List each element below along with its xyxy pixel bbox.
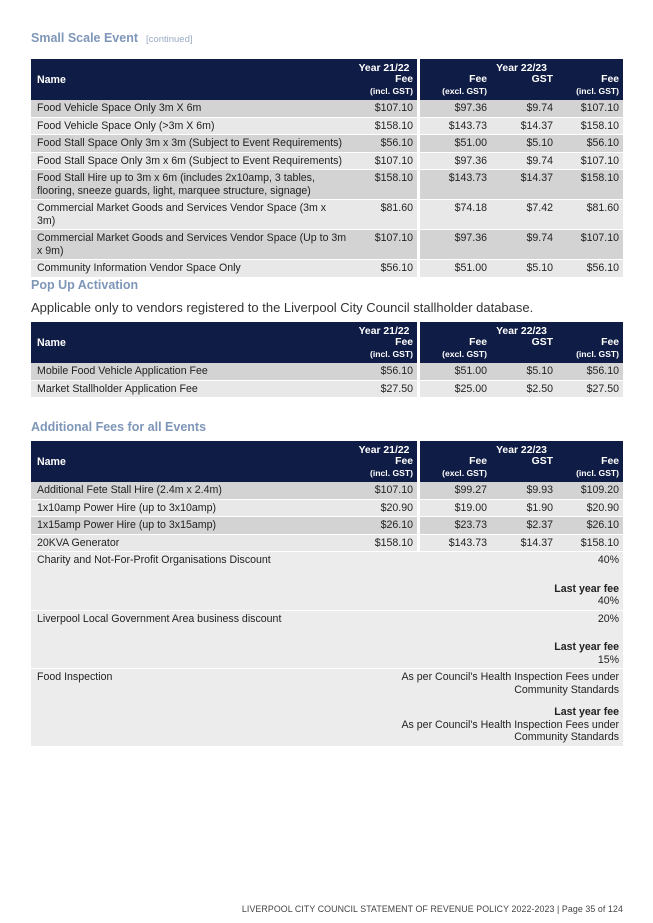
table-row [31,260,623,278]
fee-table-additional-fees [31,441,623,747]
last-year-fee-label: Last year fee [554,641,620,653]
last-year-fee-label: Last year fee [554,706,620,718]
column-header-fee-excl: Fee (excl. GST) [420,456,491,482]
section-title-pop-up-activation: Pop Up Activation [31,278,139,292]
row-name: Food Inspection [31,669,351,747]
fee-2122: $26.10 [351,517,420,535]
table-row [31,170,623,200]
section-intro-text: Applicable only to vendors registered to the Liverpool City Council stallholder database. [31,300,534,315]
column-header-fee-incl-2223: Fee (incl. GST) [557,74,623,100]
table-row [31,482,623,500]
column-header-fee-excl: Fee (excl. GST) [420,74,491,100]
gst: $1.90 [491,500,557,518]
fee-incl: $26.10 [557,517,623,535]
fee-merged-cell [351,611,623,670]
row-name: Market Stallholder Application Fee [31,381,351,399]
current-fee: 40% [597,554,620,566]
row-name: Liverpool Local Government Area business discount [31,611,351,670]
table-row [31,381,623,399]
gst: $9.93 [491,482,557,500]
fee-incl: $109.20 [557,482,623,500]
column-header-name: Name [31,322,351,363]
row-name: Commercial Market Goods and Services Vendor Space (Up to 3m x 9m) [31,230,351,260]
fee-table-pop-up-activation [31,322,623,398]
page-footer: LIVERPOOL CITY COUNCIL STATEMENT OF REVENUE POLICY 2022-2023 | Page 35 of 124 [241,904,623,914]
fee-2122: $158.10 [351,118,420,136]
gst: $9.74 [491,153,557,171]
table-row [31,230,623,260]
fee-2122: $56.10 [351,260,420,278]
table-row [31,363,623,381]
fee-incl: $107.10 [557,153,623,171]
column-header-fee-excl: Fee (excl. GST) [420,337,491,363]
gst: $14.37 [491,535,557,553]
table-row [31,500,623,518]
table-row [31,200,623,230]
row-name: Food Stall Space Only 3m x 3m (Subject to Event Requirements) [31,135,351,153]
fee-excl: $143.73 [420,535,491,553]
table-row-discount [31,552,623,611]
column-header-fee-incl: Fee (incl. GST) [351,456,420,482]
table-row [31,517,623,535]
fee-merged-cell [351,669,623,747]
fee-incl: $158.10 [557,118,623,136]
row-name: Food Vehicle Space Only (>3m X 6m) [31,118,351,136]
column-header-fee-incl-2223: Fee (incl. GST) [557,337,623,363]
column-header-fee-incl: Fee (incl. GST) [351,337,420,363]
fee-incl: $20.90 [557,500,623,518]
fee-2122: $107.10 [351,230,420,260]
row-name: Charity and Not-For-Profit Organisations Discount [31,552,351,611]
gst: $9.74 [491,230,557,260]
fee-2122: $56.10 [351,363,420,381]
table-row [31,118,623,136]
fee-excl: $97.36 [420,153,491,171]
fee-incl: $56.10 [557,135,623,153]
fee-incl: $107.10 [557,100,623,118]
fee-incl: $158.10 [557,170,623,200]
column-header-year-2122: Year 21/22 [351,441,420,456]
column-header-year-2122: Year 21/22 [351,59,420,74]
column-header-name: Name [31,441,351,482]
table-row [31,535,623,553]
gst: $5.10 [491,363,557,381]
fee-2122: $81.60 [351,200,420,230]
last-year-fee-label: Last year fee [554,582,620,595]
column-header-gst: GST [491,456,557,482]
fee-incl: $27.50 [557,381,623,399]
gst: $2.50 [491,381,557,399]
fee-excl: $19.00 [420,500,491,518]
gst: $2.37 [491,517,557,535]
fee-table-small-scale-event [31,59,623,278]
current-fee: 20% [597,612,620,625]
row-name: Mobile Food Vehicle Application Fee [31,363,351,381]
table-row [31,100,623,118]
last-year-fee: As per Council's Health Inspection Fees under Community Standards [401,718,620,743]
section-title-text: Small Scale Event [31,31,139,45]
fee-excl: $99.27 [420,482,491,500]
fee-2122: $20.90 [351,500,420,518]
gst: $7.42 [491,200,557,230]
row-name: Food Stall Space Only 3m x 6m (Subject to Event Requirements) [31,153,351,171]
continued-note: [continued] [146,34,193,45]
column-header-year-2223: Year 22/23 [420,59,623,74]
column-header-year-2122: Year 21/22 [351,322,420,337]
last-year-fee: 40% [597,595,620,607]
column-header-year-2223: Year 22/23 [420,441,623,456]
fee-excl: $143.73 [420,118,491,136]
fee-2122: $56.10 [351,135,420,153]
fee-incl: $56.10 [557,260,623,278]
gst: $5.10 [491,260,557,278]
fee-2122: $158.10 [351,535,420,553]
table-row-discount [31,611,623,670]
gst: $14.37 [491,118,557,136]
row-name: Commercial Market Goods and Services Vendor Space (3m x 3m) [31,200,351,230]
fee-excl: $97.36 [420,100,491,118]
gst: $9.74 [491,100,557,118]
fee-merged-cell [351,552,623,611]
section-title-additional-fees: Additional Fees for all Events [31,420,207,434]
row-name: 1x15amp Power Hire (up to 3x15amp) [31,517,351,535]
column-header-gst: GST [491,74,557,100]
fee-excl: $51.00 [420,135,491,153]
fee-incl: $56.10 [557,363,623,381]
fee-excl: $51.00 [420,260,491,278]
last-year-fee: 15% [597,653,620,666]
fee-excl: $23.73 [420,517,491,535]
table-row [31,153,623,171]
table-row-food-inspection [31,669,623,747]
fee-incl: $107.10 [557,230,623,260]
table-row [31,135,623,153]
gst: $5.10 [491,135,557,153]
column-header-name: Name [31,59,351,100]
gst: $14.37 [491,170,557,200]
row-name: Food Vehicle Space Only 3m X 6m [31,100,351,118]
row-name: Community Information Vendor Space Only [31,260,351,278]
fee-excl: $74.18 [420,200,491,230]
column-header-fee-incl: Fee (incl. GST) [351,74,420,100]
section-title-small-scale-event [31,31,193,45]
fee-excl: $97.36 [420,230,491,260]
fee-2122: $107.10 [351,482,420,500]
fee-2122: $158.10 [351,170,420,200]
fee-excl: $51.00 [420,363,491,381]
row-name: Food Stall Hire up to 3m x 6m (includes 2x10amp, 3 tables, flooring, sneeze guards, light, marquee structure, signage) [31,170,351,200]
fee-excl: $143.73 [420,170,491,200]
row-name: Additional Fete Stall Hire (2.4m x 2.4m) [31,482,351,500]
fee-excl: $25.00 [420,381,491,399]
row-name: 20KVA Generator [31,535,351,553]
fee-incl: $81.60 [557,200,623,230]
current-fee: As per Council's Health Inspection Fees under Community Standards [401,671,620,696]
column-header-fee-incl-2223: Fee (incl. GST) [557,456,623,482]
column-header-year-2223: Year 22/23 [420,322,623,337]
row-name: 1x10amp Power Hire (up to 3x10amp) [31,500,351,518]
fee-incl: $158.10 [557,535,623,553]
fee-2122: $27.50 [351,381,420,399]
column-header-gst: GST [491,337,557,363]
fee-2122: $107.10 [351,100,420,118]
fee-2122: $107.10 [351,153,420,171]
